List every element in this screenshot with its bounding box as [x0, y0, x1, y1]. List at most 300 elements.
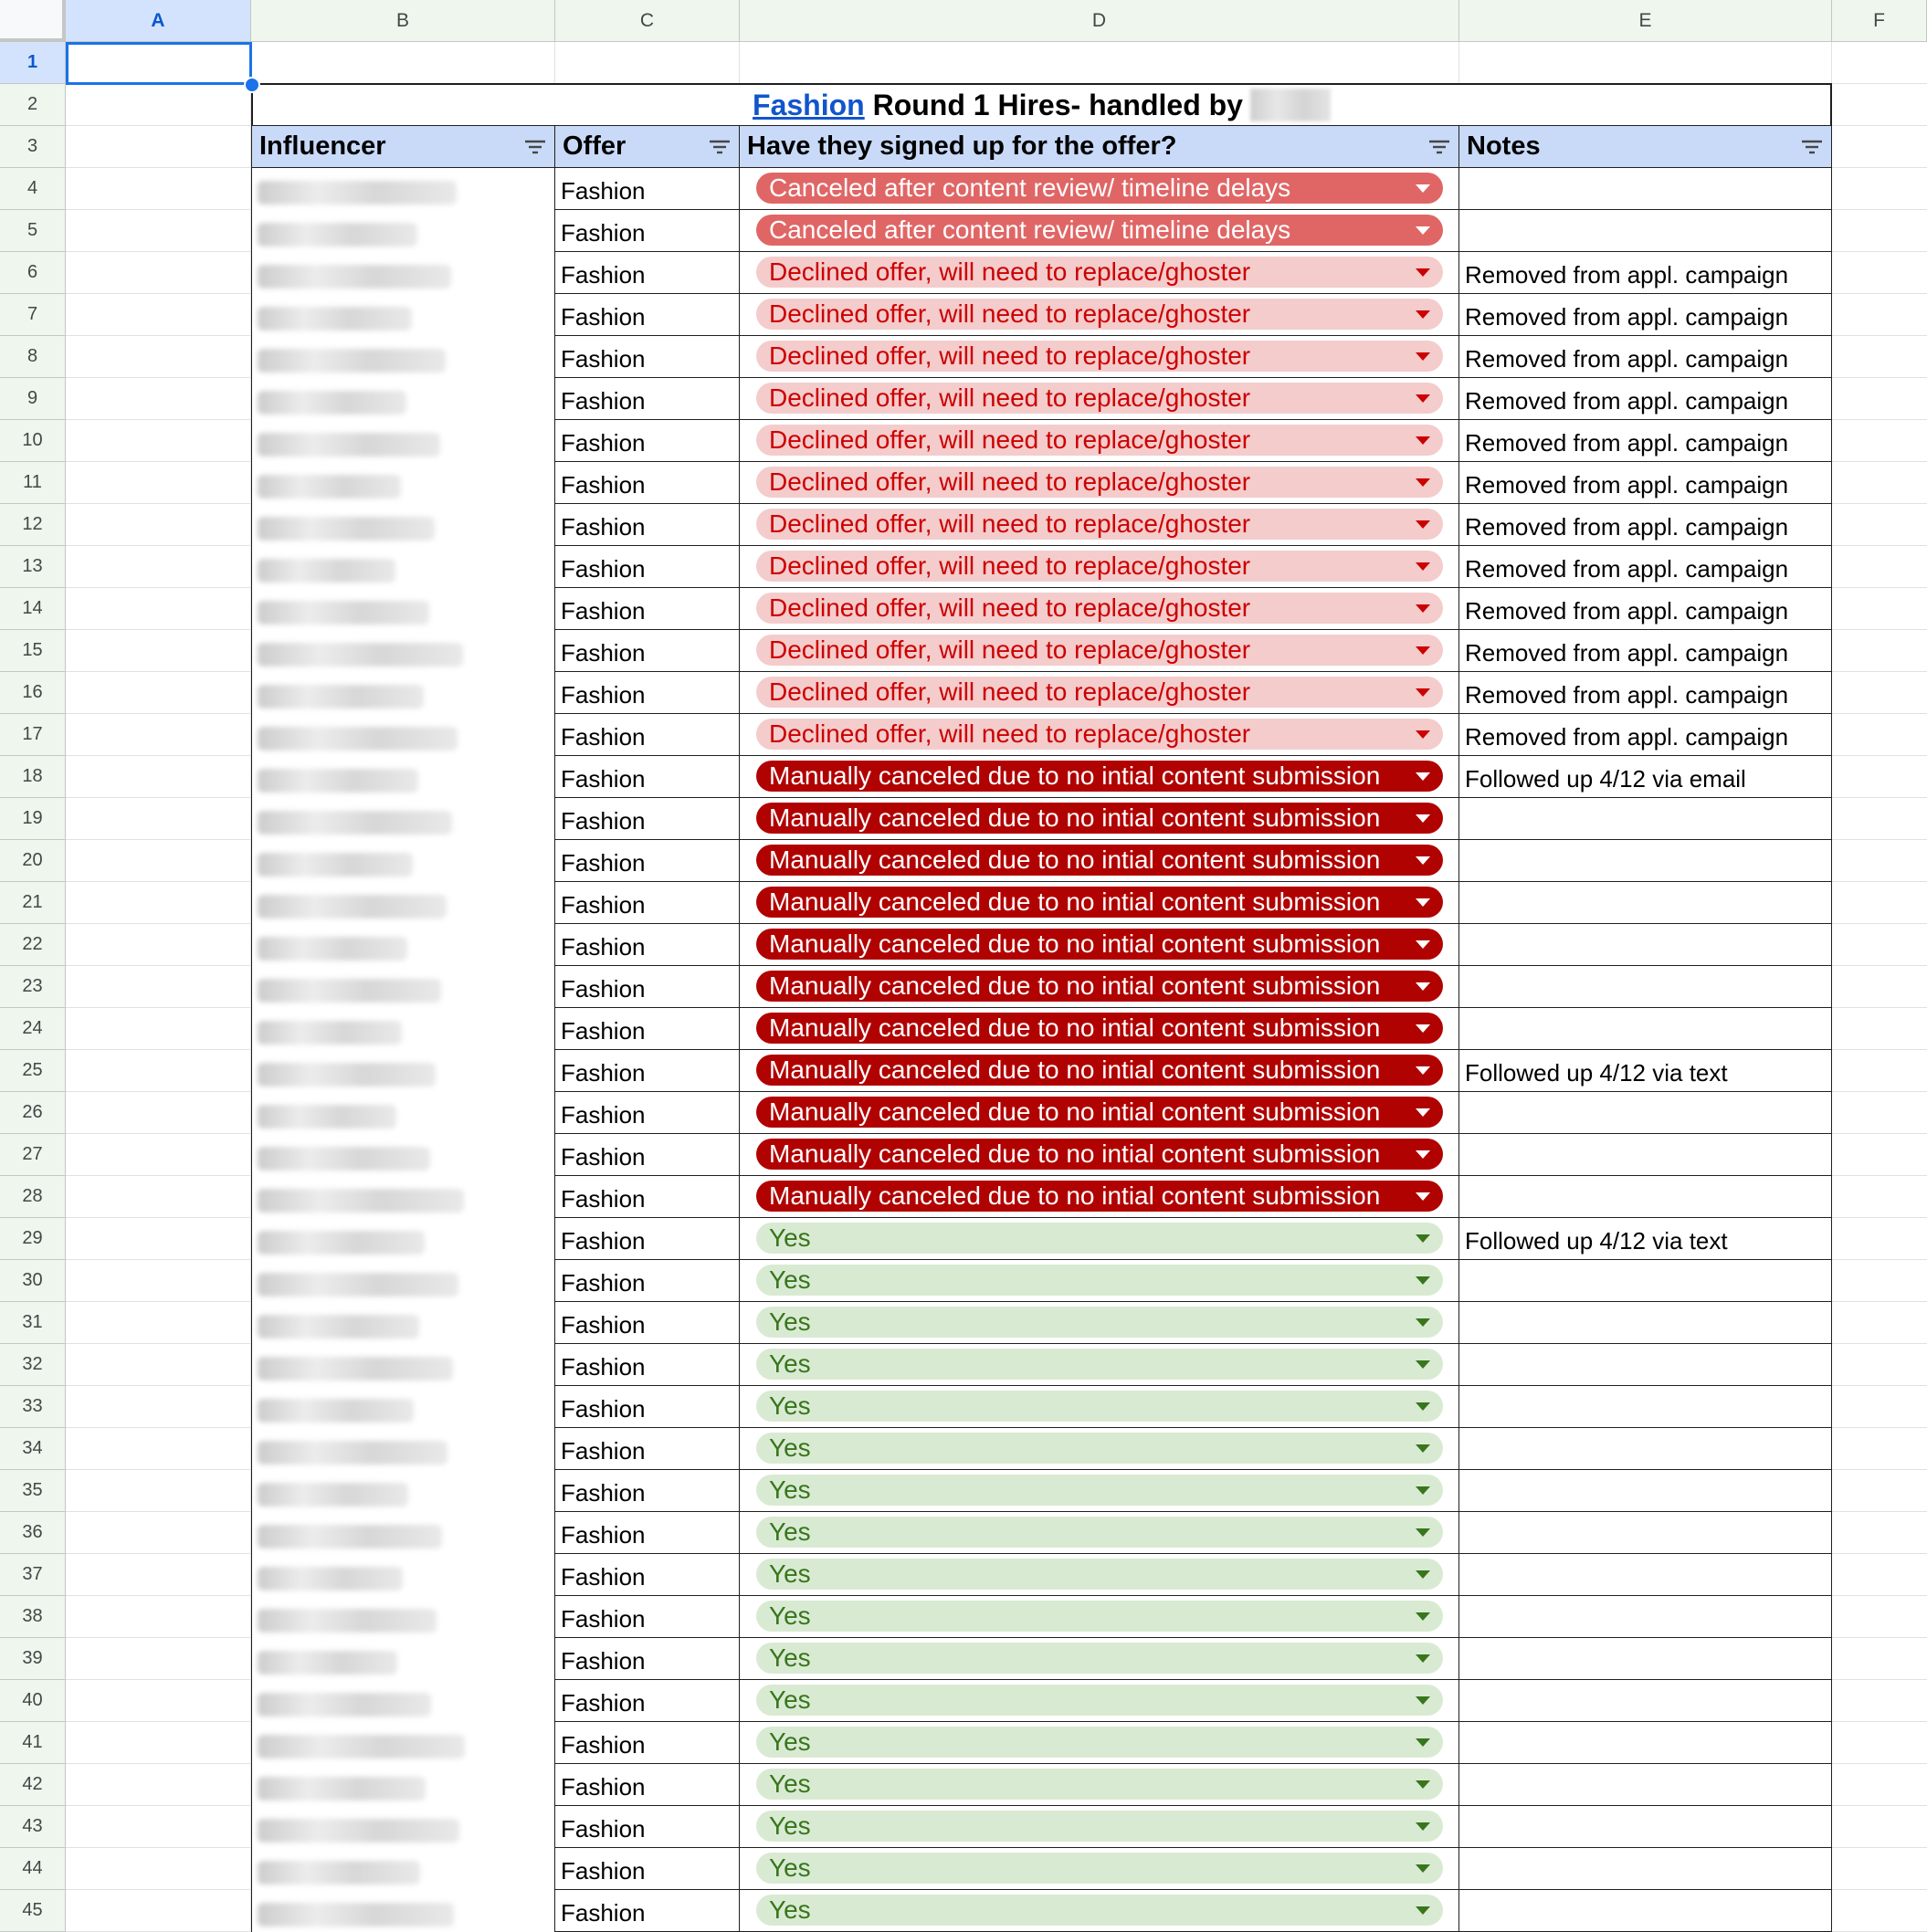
filter-icon[interactable]	[523, 139, 547, 155]
chevron-down-icon[interactable]	[1416, 1108, 1430, 1117]
cell-f1[interactable]	[1832, 42, 1927, 84]
influencer-cell[interactable]	[251, 1134, 555, 1176]
influencer-cell[interactable]	[251, 1722, 555, 1764]
influencer-cell[interactable]	[251, 1806, 555, 1848]
cell-a13[interactable]	[66, 546, 251, 588]
cell-f33[interactable]	[1832, 1386, 1927, 1428]
offer-cell[interactable]	[555, 1596, 740, 1638]
influencer-cell[interactable]	[251, 1218, 555, 1260]
notes-cell[interactable]	[1459, 378, 1832, 420]
notes-cell[interactable]	[1459, 798, 1832, 840]
offer-cell[interactable]	[555, 1848, 740, 1890]
status-dropdown-chip[interactable]	[756, 719, 1443, 750]
cell-f21[interactable]	[1832, 882, 1927, 924]
status-dropdown-chip[interactable]	[756, 677, 1443, 708]
cell-a22[interactable]	[66, 924, 251, 966]
row-header-12[interactable]: 12	[0, 504, 66, 546]
row-header-3[interactable]: 3	[0, 126, 66, 168]
row-header-44[interactable]: 44	[0, 1848, 66, 1890]
offer-cell[interactable]	[555, 966, 740, 1008]
offer-cell[interactable]	[555, 1176, 740, 1218]
notes-cell[interactable]	[1459, 1008, 1832, 1050]
status-dropdown-chip[interactable]	[756, 341, 1443, 372]
cell-f42[interactable]	[1832, 1764, 1927, 1806]
notes-cell[interactable]	[1459, 840, 1832, 882]
cell-a40[interactable]	[66, 1680, 251, 1722]
influencer-cell[interactable]	[251, 1596, 555, 1638]
notes-cell[interactable]	[1459, 210, 1832, 252]
status-dropdown-chip[interactable]	[756, 173, 1443, 204]
row-header-1[interactable]: 1	[0, 42, 66, 84]
row-header-30[interactable]: 30	[0, 1260, 66, 1302]
cell-a23[interactable]	[66, 966, 251, 1008]
influencer-cell[interactable]	[251, 1050, 555, 1092]
status-dropdown-chip[interactable]	[756, 383, 1443, 414]
status-dropdown-chip[interactable]	[756, 425, 1443, 456]
chevron-down-icon[interactable]	[1416, 1318, 1430, 1327]
cell-f15[interactable]	[1832, 630, 1927, 672]
status-dropdown-chip[interactable]	[756, 1265, 1443, 1296]
chevron-down-icon[interactable]	[1416, 562, 1430, 571]
status-dropdown-chip[interactable]	[756, 1475, 1443, 1506]
cell-a24[interactable]	[66, 1008, 251, 1050]
influencer-cell[interactable]	[251, 1512, 555, 1554]
chevron-down-icon[interactable]	[1416, 1570, 1430, 1579]
offer-cell[interactable]	[555, 1428, 740, 1470]
notes-cell[interactable]	[1459, 1512, 1832, 1554]
column-header-a[interactable]: A	[66, 0, 251, 42]
row-header-2[interactable]: 2	[0, 84, 66, 126]
cell-a8[interactable]	[66, 336, 251, 378]
cell-c1[interactable]	[555, 42, 740, 84]
row-header-19[interactable]: 19	[0, 798, 66, 840]
offer-cell[interactable]	[555, 336, 740, 378]
notes-cell[interactable]	[1459, 1260, 1832, 1302]
status-dropdown-chip[interactable]	[756, 845, 1443, 876]
status-dropdown-chip[interactable]	[756, 257, 1443, 288]
chevron-down-icon[interactable]	[1416, 1738, 1430, 1747]
cell-a28[interactable]	[66, 1176, 251, 1218]
chevron-down-icon[interactable]	[1416, 520, 1430, 529]
influencer-cell[interactable]	[251, 504, 555, 546]
chevron-down-icon[interactable]	[1416, 772, 1430, 781]
influencer-cell[interactable]	[251, 1008, 555, 1050]
row-header-41[interactable]: 41	[0, 1722, 66, 1764]
offer-cell[interactable]	[555, 1638, 740, 1680]
row-header-11[interactable]: 11	[0, 462, 66, 504]
row-header-4[interactable]: 4	[0, 168, 66, 210]
cell-a11[interactable]	[66, 462, 251, 504]
cell-a29[interactable]	[66, 1218, 251, 1260]
offer-cell[interactable]	[555, 1008, 740, 1050]
row-header-31[interactable]: 31	[0, 1302, 66, 1344]
notes-cell[interactable]	[1459, 1848, 1832, 1890]
cell-f31[interactable]	[1832, 1302, 1927, 1344]
cell-f20[interactable]	[1832, 840, 1927, 882]
status-dropdown-chip[interactable]	[756, 509, 1443, 540]
row-header-13[interactable]: 13	[0, 546, 66, 588]
influencer-cell[interactable]	[251, 588, 555, 630]
cell-a14[interactable]	[66, 588, 251, 630]
row-header-20[interactable]: 20	[0, 840, 66, 882]
chevron-down-icon[interactable]	[1416, 604, 1430, 613]
influencer-cell[interactable]	[251, 966, 555, 1008]
status-dropdown-chip[interactable]	[756, 929, 1443, 960]
status-dropdown-chip[interactable]	[756, 1181, 1443, 1212]
chevron-down-icon[interactable]	[1416, 1360, 1430, 1369]
filter-icon[interactable]	[1800, 139, 1824, 155]
row-header-18[interactable]: 18	[0, 756, 66, 798]
notes-cell[interactable]	[1459, 714, 1832, 756]
offer-cell[interactable]	[555, 1554, 740, 1596]
cell-a33[interactable]	[66, 1386, 251, 1428]
row-header-43[interactable]: 43	[0, 1806, 66, 1848]
cell-a16[interactable]	[66, 672, 251, 714]
influencer-cell[interactable]	[251, 462, 555, 504]
cell-a35[interactable]	[66, 1470, 251, 1512]
row-header-38[interactable]: 38	[0, 1596, 66, 1638]
influencer-cell[interactable]	[251, 1260, 555, 1302]
cell-f4[interactable]	[1832, 168, 1927, 210]
cell-f17[interactable]	[1832, 714, 1927, 756]
chevron-down-icon[interactable]	[1416, 898, 1430, 907]
notes-cell[interactable]	[1459, 252, 1832, 294]
chevron-down-icon[interactable]	[1416, 1780, 1430, 1789]
status-dropdown-chip[interactable]	[756, 593, 1443, 624]
notes-cell[interactable]	[1459, 966, 1832, 1008]
status-dropdown-chip[interactable]	[756, 1349, 1443, 1380]
offer-cell[interactable]	[555, 714, 740, 756]
cell-f2[interactable]	[1832, 84, 1927, 126]
cell-a17[interactable]	[66, 714, 251, 756]
influencer-cell[interactable]	[251, 798, 555, 840]
header-signed-up[interactable]	[740, 126, 1459, 168]
cell-a32[interactable]	[66, 1344, 251, 1386]
influencer-cell[interactable]	[251, 714, 555, 756]
notes-cell[interactable]	[1459, 1596, 1832, 1638]
row-header-24[interactable]: 24	[0, 1008, 66, 1050]
cell-f34[interactable]	[1832, 1428, 1927, 1470]
header-offer[interactable]	[555, 126, 740, 168]
row-header-40[interactable]: 40	[0, 1680, 66, 1722]
cell-a9[interactable]	[66, 378, 251, 420]
offer-cell[interactable]	[555, 840, 740, 882]
chevron-down-icon[interactable]	[1416, 184, 1430, 193]
notes-cell[interactable]	[1459, 1890, 1832, 1932]
cell-f10[interactable]	[1832, 420, 1927, 462]
row-header-15[interactable]: 15	[0, 630, 66, 672]
offer-cell[interactable]	[555, 420, 740, 462]
cell-d1[interactable]	[740, 42, 1459, 84]
offer-cell[interactable]	[555, 1722, 740, 1764]
row-header-39[interactable]: 39	[0, 1638, 66, 1680]
cell-a2[interactable]	[66, 84, 251, 126]
status-dropdown-chip[interactable]	[756, 1643, 1443, 1674]
notes-cell[interactable]	[1459, 1386, 1832, 1428]
chevron-down-icon[interactable]	[1416, 1654, 1430, 1663]
cell-f6[interactable]	[1832, 252, 1927, 294]
cell-a10[interactable]	[66, 420, 251, 462]
notes-cell[interactable]	[1459, 504, 1832, 546]
cell-a4[interactable]	[66, 168, 251, 210]
cell-f43[interactable]	[1832, 1806, 1927, 1848]
influencer-cell[interactable]	[251, 1680, 555, 1722]
cell-a5[interactable]	[66, 210, 251, 252]
cell-a3[interactable]	[66, 126, 251, 168]
cell-f7[interactable]	[1832, 294, 1927, 336]
cell-a44[interactable]	[66, 1848, 251, 1890]
notes-cell[interactable]	[1459, 672, 1832, 714]
status-dropdown-chip[interactable]	[756, 1811, 1443, 1842]
cell-f13[interactable]	[1832, 546, 1927, 588]
chevron-down-icon[interactable]	[1416, 814, 1430, 823]
header-influencer[interactable]	[251, 126, 555, 168]
cell-f38[interactable]	[1832, 1596, 1927, 1638]
chevron-down-icon[interactable]	[1416, 1906, 1430, 1915]
influencer-cell[interactable]	[251, 1764, 555, 1806]
chevron-down-icon[interactable]	[1416, 1864, 1430, 1873]
offer-cell[interactable]	[555, 1806, 740, 1848]
cell-f41[interactable]	[1832, 1722, 1927, 1764]
row-header-7[interactable]: 7	[0, 294, 66, 336]
status-dropdown-chip[interactable]	[756, 803, 1443, 834]
cell-f18[interactable]	[1832, 756, 1927, 798]
cell-f3[interactable]	[1832, 126, 1927, 168]
cell-f27[interactable]	[1832, 1134, 1927, 1176]
cell-a20[interactable]	[66, 840, 251, 882]
influencer-cell[interactable]	[251, 630, 555, 672]
cell-f40[interactable]	[1832, 1680, 1927, 1722]
influencer-cell[interactable]	[251, 210, 555, 252]
notes-cell[interactable]	[1459, 1176, 1832, 1218]
cell-a38[interactable]	[66, 1596, 251, 1638]
cell-a7[interactable]	[66, 294, 251, 336]
influencer-cell[interactable]	[251, 1428, 555, 1470]
row-header-14[interactable]: 14	[0, 588, 66, 630]
chevron-down-icon[interactable]	[1416, 310, 1430, 319]
offer-cell[interactable]	[555, 378, 740, 420]
status-dropdown-chip[interactable]	[756, 1307, 1443, 1338]
row-header-22[interactable]: 22	[0, 924, 66, 966]
chevron-down-icon[interactable]	[1416, 1444, 1430, 1453]
notes-cell[interactable]	[1459, 630, 1832, 672]
cell-f19[interactable]	[1832, 798, 1927, 840]
column-header-b[interactable]: B	[251, 0, 555, 42]
influencer-cell[interactable]	[251, 294, 555, 336]
cell-a37[interactable]	[66, 1554, 251, 1596]
offer-cell[interactable]	[555, 462, 740, 504]
header-notes[interactable]	[1459, 126, 1832, 168]
influencer-cell[interactable]	[251, 546, 555, 588]
cell-f11[interactable]	[1832, 462, 1927, 504]
offer-cell[interactable]	[555, 294, 740, 336]
row-header-29[interactable]: 29	[0, 1218, 66, 1260]
cell-f12[interactable]	[1832, 504, 1927, 546]
cell-f28[interactable]	[1832, 1176, 1927, 1218]
notes-cell[interactable]	[1459, 294, 1832, 336]
row-header-45[interactable]: 45	[0, 1890, 66, 1932]
chevron-down-icon[interactable]	[1416, 268, 1430, 277]
influencer-cell[interactable]	[251, 1638, 555, 1680]
cell-a15[interactable]	[66, 630, 251, 672]
row-header-5[interactable]: 5	[0, 210, 66, 252]
status-dropdown-chip[interactable]	[756, 1055, 1443, 1086]
chevron-down-icon[interactable]	[1416, 352, 1430, 361]
cell-a43[interactable]	[66, 1806, 251, 1848]
status-dropdown-chip[interactable]	[756, 1391, 1443, 1422]
cell-f24[interactable]	[1832, 1008, 1927, 1050]
chevron-down-icon[interactable]	[1416, 1612, 1430, 1621]
chevron-down-icon[interactable]	[1416, 1192, 1430, 1201]
notes-cell[interactable]	[1459, 1428, 1832, 1470]
notes-cell[interactable]	[1459, 1092, 1832, 1134]
cell-a27[interactable]	[66, 1134, 251, 1176]
cell-a45[interactable]	[66, 1890, 251, 1932]
cell-f44[interactable]	[1832, 1848, 1927, 1890]
influencer-cell[interactable]	[251, 840, 555, 882]
notes-cell[interactable]	[1459, 756, 1832, 798]
chevron-down-icon[interactable]	[1416, 1024, 1430, 1033]
chevron-down-icon[interactable]	[1416, 1150, 1430, 1159]
cell-f37[interactable]	[1832, 1554, 1927, 1596]
cell-f39[interactable]	[1832, 1638, 1927, 1680]
status-dropdown-chip[interactable]	[756, 299, 1443, 330]
chevron-down-icon[interactable]	[1416, 1276, 1430, 1285]
influencer-cell[interactable]	[251, 882, 555, 924]
cell-f23[interactable]	[1832, 966, 1927, 1008]
row-header-10[interactable]: 10	[0, 420, 66, 462]
cell-a21[interactable]	[66, 882, 251, 924]
row-header-17[interactable]: 17	[0, 714, 66, 756]
offer-cell[interactable]	[555, 1050, 740, 1092]
chevron-down-icon[interactable]	[1416, 1234, 1430, 1243]
column-header-e[interactable]: E	[1459, 0, 1832, 42]
fill-handle[interactable]	[244, 77, 260, 93]
influencer-cell[interactable]	[251, 1344, 555, 1386]
cell-a34[interactable]	[66, 1428, 251, 1470]
notes-cell[interactable]	[1459, 1344, 1832, 1386]
cell-f29[interactable]	[1832, 1218, 1927, 1260]
offer-cell[interactable]	[555, 1890, 740, 1932]
status-dropdown-chip[interactable]	[756, 1559, 1443, 1590]
notes-cell[interactable]	[1459, 1722, 1832, 1764]
status-dropdown-chip[interactable]	[756, 1853, 1443, 1884]
notes-cell[interactable]	[1459, 1554, 1832, 1596]
chevron-down-icon[interactable]	[1416, 226, 1430, 235]
chevron-down-icon[interactable]	[1416, 730, 1430, 739]
cell-b1[interactable]	[251, 42, 555, 84]
notes-cell[interactable]	[1459, 1134, 1832, 1176]
offer-cell[interactable]	[555, 1134, 740, 1176]
notes-cell[interactable]	[1459, 1050, 1832, 1092]
influencer-cell[interactable]	[251, 924, 555, 966]
chevron-down-icon[interactable]	[1416, 1402, 1430, 1411]
influencer-cell[interactable]	[251, 168, 555, 210]
offer-cell[interactable]	[555, 1764, 740, 1806]
offer-cell[interactable]	[555, 1512, 740, 1554]
status-dropdown-chip[interactable]	[756, 467, 1443, 498]
influencer-cell[interactable]	[251, 1890, 555, 1932]
cell-a25[interactable]	[66, 1050, 251, 1092]
notes-cell[interactable]	[1459, 1218, 1832, 1260]
chevron-down-icon[interactable]	[1416, 688, 1430, 697]
title-link[interactable]: Fashion	[753, 88, 865, 121]
cell-f8[interactable]	[1832, 336, 1927, 378]
cell-a39[interactable]	[66, 1638, 251, 1680]
influencer-cell[interactable]	[251, 1848, 555, 1890]
row-header-37[interactable]: 37	[0, 1554, 66, 1596]
row-header-33[interactable]: 33	[0, 1386, 66, 1428]
notes-cell[interactable]	[1459, 882, 1832, 924]
influencer-cell[interactable]	[251, 252, 555, 294]
chevron-down-icon[interactable]	[1416, 940, 1430, 949]
influencer-cell[interactable]	[251, 672, 555, 714]
notes-cell[interactable]	[1459, 546, 1832, 588]
notes-cell[interactable]	[1459, 462, 1832, 504]
chevron-down-icon[interactable]	[1416, 646, 1430, 655]
status-dropdown-chip[interactable]	[756, 1727, 1443, 1758]
status-dropdown-chip[interactable]	[756, 1601, 1443, 1632]
offer-cell[interactable]	[555, 882, 740, 924]
chevron-down-icon[interactable]	[1416, 1822, 1430, 1831]
cell-f35[interactable]	[1832, 1470, 1927, 1512]
row-header-9[interactable]: 9	[0, 378, 66, 420]
row-header-26[interactable]: 26	[0, 1092, 66, 1134]
notes-cell[interactable]	[1459, 1764, 1832, 1806]
row-header-6[interactable]: 6	[0, 252, 66, 294]
status-dropdown-chip[interactable]	[756, 551, 1443, 582]
cell-a6[interactable]	[66, 252, 251, 294]
offer-cell[interactable]	[555, 588, 740, 630]
cell-f45[interactable]	[1832, 1890, 1927, 1932]
offer-cell[interactable]	[555, 1092, 740, 1134]
row-header-23[interactable]: 23	[0, 966, 66, 1008]
influencer-cell[interactable]	[251, 336, 555, 378]
chevron-down-icon[interactable]	[1416, 856, 1430, 865]
chevron-down-icon[interactable]	[1416, 982, 1430, 991]
status-dropdown-chip[interactable]	[756, 971, 1443, 1002]
cell-f5[interactable]	[1832, 210, 1927, 252]
cell-f16[interactable]	[1832, 672, 1927, 714]
notes-cell[interactable]	[1459, 168, 1832, 210]
influencer-cell[interactable]	[251, 1386, 555, 1428]
chevron-down-icon[interactable]	[1416, 1066, 1430, 1075]
offer-cell[interactable]	[555, 1386, 740, 1428]
influencer-cell[interactable]	[251, 1092, 555, 1134]
cell-a42[interactable]	[66, 1764, 251, 1806]
status-dropdown-chip[interactable]	[756, 761, 1443, 792]
influencer-cell[interactable]	[251, 1470, 555, 1512]
chevron-down-icon[interactable]	[1416, 1528, 1430, 1537]
cell-a41[interactable]	[66, 1722, 251, 1764]
chevron-down-icon[interactable]	[1416, 478, 1430, 487]
influencer-cell[interactable]	[251, 756, 555, 798]
filter-icon[interactable]	[1427, 139, 1451, 155]
status-dropdown-chip[interactable]	[756, 1097, 1443, 1128]
influencer-cell[interactable]	[251, 420, 555, 462]
row-header-34[interactable]: 34	[0, 1428, 66, 1470]
notes-cell[interactable]	[1459, 420, 1832, 462]
notes-cell[interactable]	[1459, 1806, 1832, 1848]
chevron-down-icon[interactable]	[1416, 436, 1430, 445]
column-header-f[interactable]: F	[1832, 0, 1927, 42]
row-header-35[interactable]: 35	[0, 1470, 66, 1512]
cell-a36[interactable]	[66, 1512, 251, 1554]
status-dropdown-chip[interactable]	[756, 215, 1443, 246]
status-dropdown-chip[interactable]	[756, 1517, 1443, 1548]
cell-a19[interactable]	[66, 798, 251, 840]
influencer-cell[interactable]	[251, 378, 555, 420]
